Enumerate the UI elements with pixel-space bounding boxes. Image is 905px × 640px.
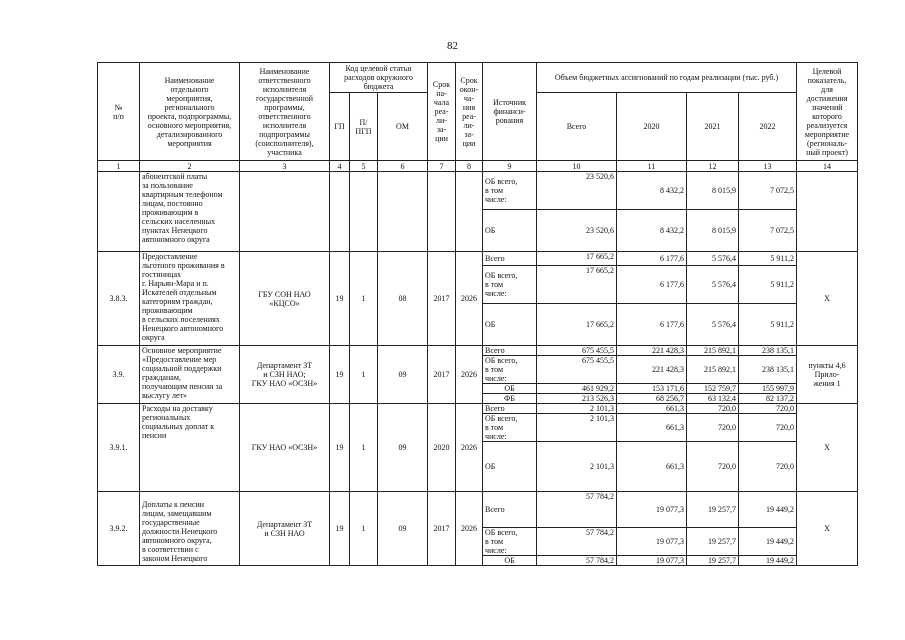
row-name: Доплаты к пенсии лицам, замещавшим государственные должности Ненецкого автономного округа, в соответствии с законом Ненецкого	[140, 492, 240, 566]
row-total: 57 784,2	[537, 556, 617, 566]
row-source: ОБ всего, в том числе:	[483, 528, 537, 556]
row-2021: 152 759,7	[687, 384, 739, 394]
row-gp: 19	[330, 404, 350, 492]
row-total: 17 665,2	[537, 304, 617, 346]
row-2022: 19 449,2	[739, 492, 797, 528]
row-2020: 6 177,6	[617, 266, 687, 304]
header-2020: 2020	[617, 93, 687, 161]
page-number: 82	[447, 40, 458, 52]
row-2021: 5 576,4	[687, 252, 739, 266]
row-target: Х	[797, 252, 858, 346]
row-2020: 68 256,7	[617, 394, 687, 404]
row-total: 23 520,6	[537, 172, 617, 210]
row-source: ОБ всего, в том числе:	[483, 172, 537, 210]
row-2020: 6 177,6	[617, 304, 687, 346]
row-2021: 5 576,4	[687, 266, 739, 304]
row-om: 09	[378, 492, 428, 566]
row-source: ОБ	[483, 442, 537, 492]
colnum: 13	[739, 161, 797, 172]
row-start: 2020	[428, 404, 456, 492]
row-2021: 5 576,4	[687, 304, 739, 346]
row-om: 08	[378, 252, 428, 346]
colnum: 1	[98, 161, 140, 172]
row-2021: 215 892,1	[687, 356, 739, 384]
row-2021: 19 257,7	[687, 492, 739, 528]
colnum: 5	[350, 161, 378, 172]
colnum: 6	[378, 161, 428, 172]
row-source: Всего	[483, 252, 537, 266]
table-row	[98, 172, 858, 210]
row-2022: 19 449,2	[739, 556, 797, 566]
row-total: 213 526,3	[537, 394, 617, 404]
header-pgp: П/ ПГП	[350, 93, 378, 161]
row-gp	[330, 172, 350, 252]
row-source: ОБ	[483, 556, 537, 566]
row-pgp: 1	[350, 404, 378, 492]
row-2020: 19 077,3	[617, 492, 687, 528]
row-2022: 7 072,5	[739, 210, 797, 252]
row-gp: 19	[330, 252, 350, 346]
row-end	[456, 172, 483, 252]
row-source: ОБ	[483, 210, 537, 252]
header-gp: ГП	[330, 93, 350, 161]
row-2022: 19 449,2	[739, 528, 797, 556]
row-2020: 661,3	[617, 442, 687, 492]
row-total: 2 101,3	[537, 404, 617, 414]
row-2020: 153 171,6	[617, 384, 687, 394]
table-row	[98, 404, 858, 414]
colnum: 12	[687, 161, 739, 172]
row-2021: 19 257,7	[687, 528, 739, 556]
row-2020: 661,3	[617, 404, 687, 414]
header-code: Код целевой статьи расходов окружного бюджета	[330, 63, 428, 93]
row-2021: 720,0	[687, 414, 739, 442]
row-total: 675 455,5	[537, 356, 617, 384]
row-end: 2026	[456, 404, 483, 492]
row-2021: 215 892,1	[687, 346, 739, 356]
row-2020: 221 428,3	[617, 346, 687, 356]
row-total: 17 665,2	[537, 266, 617, 304]
row-2022: 5 911,2	[739, 252, 797, 266]
header-name: Наименование отдельного мероприятия, регионального проекта, подпрограммы, основного мероприятия, детализированного мероприятия	[140, 63, 240, 161]
row-responsible	[240, 172, 330, 252]
row-num	[98, 172, 140, 252]
row-gp: 19	[330, 492, 350, 566]
row-target: пункты 4,6 Прило- жения 1	[797, 346, 858, 404]
row-pgp	[350, 172, 378, 252]
header-num: № п/п	[98, 63, 140, 161]
row-total: 23 520,6	[537, 210, 617, 252]
row-source: Всего	[483, 492, 537, 528]
row-2020: 19 077,3	[617, 528, 687, 556]
row-total: 57 784,2	[537, 528, 617, 556]
colnum: 11	[617, 161, 687, 172]
row-pgp: 1	[350, 492, 378, 566]
row-num: 3.8.3.	[98, 252, 140, 346]
row-total: 2 101,3	[537, 442, 617, 492]
row-num: 3.9.1.	[98, 404, 140, 492]
budget-table	[97, 62, 858, 566]
row-num: 3.9.	[98, 346, 140, 404]
row-2021: 63 132,4	[687, 394, 739, 404]
row-2020: 19 077,3	[617, 556, 687, 566]
row-2022: 7 072,5	[739, 172, 797, 210]
row-start: 2017	[428, 492, 456, 566]
row-start	[428, 172, 456, 252]
row-source: ОБ	[483, 384, 537, 394]
colnum: 9	[483, 161, 537, 172]
row-2022: 238 135,1	[739, 356, 797, 384]
row-source: Всего	[483, 346, 537, 356]
row-name: Расходы на доставку региональных социальных доплат к пенсии	[140, 404, 240, 492]
row-start: 2017	[428, 346, 456, 404]
row-total: 57 784,2	[537, 492, 617, 528]
colnum: 14	[797, 161, 858, 172]
colnum: 3	[240, 161, 330, 172]
row-target	[797, 172, 858, 252]
row-target: Х	[797, 492, 858, 566]
row-2021: 720,0	[687, 404, 739, 414]
header-source: Источник финанси- рования	[483, 63, 537, 161]
row-2020: 8 432,2	[617, 210, 687, 252]
colnum: 10	[537, 161, 617, 172]
row-name: абонентской платы за пользование квартирным телефоном лицам, постоянно проживающим в сельских населенных пунктах Ненецкого автономного округа	[140, 172, 240, 252]
row-2020: 8 432,2	[617, 172, 687, 210]
row-name: Предоставление льготного проживания в гостиницах г. Нарьян-Мара и п. Искателей отдельным категориям граждан, проживающим в сельских поселениях Ненецкого автономного округа	[140, 252, 240, 346]
row-end: 2026	[456, 346, 483, 404]
row-2022: 5 911,2	[739, 304, 797, 346]
row-2022: 720,0	[739, 414, 797, 442]
row-responsible: ГБУ СОН НАО «КЦСО»	[240, 252, 330, 346]
row-2022: 720,0	[739, 404, 797, 414]
row-end: 2026	[456, 492, 483, 566]
row-2021: 720,0	[687, 442, 739, 492]
row-2022: 720,0	[739, 442, 797, 492]
row-pgp: 1	[350, 346, 378, 404]
row-source: ФБ	[483, 394, 537, 404]
row-total: 17 665,2	[537, 252, 617, 266]
row-end: 2026	[456, 252, 483, 346]
row-om	[378, 172, 428, 252]
header-2022: 2022	[739, 93, 797, 161]
row-source: ОБ всего, в том числе:	[483, 356, 537, 384]
row-total: 461 929,2	[537, 384, 617, 394]
row-2020: 661,3	[617, 414, 687, 442]
row-name: Основное мероприятие «Предоставление мер социальной поддержки гражданам, получающим пенсии за выслугу лет»	[140, 346, 240, 404]
row-source: ОБ всего, в том числе:	[483, 414, 537, 442]
row-2020: 6 177,6	[617, 252, 687, 266]
row-2022: 5 911,2	[739, 266, 797, 304]
table-row	[98, 252, 858, 266]
row-target: Х	[797, 404, 858, 492]
row-responsible: Департамент ЗТ и СЗН НАО	[240, 492, 330, 566]
header-end: Срок окон- ча- ния реа- ли- за- ции	[456, 63, 483, 161]
row-start: 2017	[428, 252, 456, 346]
header-volume: Объем бюджетных ассигнований по годам реализации (тыс. руб.)	[537, 63, 797, 93]
header-responsible: Наименование ответственного исполнителя государственной программы, ответственного исполнителя подпрограммы (соисполнителя), участника	[240, 63, 330, 161]
row-2022: 155 997,9	[739, 384, 797, 394]
row-om: 09	[378, 404, 428, 492]
row-num: 3.9.2.	[98, 492, 140, 566]
row-source: Всего	[483, 404, 537, 414]
row-responsible: Департамент ЗТ и СЗН НАО; ГКУ НАО «ОСЗН»	[240, 346, 330, 404]
row-2021: 19 257,7	[687, 556, 739, 566]
row-source: ОБ всего, в том числе:	[483, 266, 537, 304]
row-gp: 19	[330, 346, 350, 404]
table-row	[98, 346, 858, 356]
header-om: ОМ	[378, 93, 428, 161]
colnum: 4	[330, 161, 350, 172]
row-2022: 238 135,1	[739, 346, 797, 356]
colnum: 8	[456, 161, 483, 172]
header-2021: 2021	[687, 93, 739, 161]
row-2022: 82 137,2	[739, 394, 797, 404]
header-start: Срок на- чала реа- ли- за- ции	[428, 63, 456, 161]
colnum: 2	[140, 161, 240, 172]
header-total: Всего	[537, 93, 617, 161]
row-total: 2 101,3	[537, 414, 617, 442]
row-total: 675 455,5	[537, 346, 617, 356]
row-source: ОБ	[483, 304, 537, 346]
colnum: 7	[428, 161, 456, 172]
table-row	[98, 492, 858, 528]
row-2021: 8 015,9	[687, 172, 739, 210]
row-om: 09	[378, 346, 428, 404]
row-pgp: 1	[350, 252, 378, 346]
row-2020: 221 428,3	[617, 356, 687, 384]
row-2021: 8 015,9	[687, 210, 739, 252]
row-responsible: ГКУ НАО «ОСЗН»	[240, 404, 330, 492]
header-target: Целевой показатель, для достижения значений которого реализуется мероприятие (региональ- ный проект)	[797, 63, 858, 161]
